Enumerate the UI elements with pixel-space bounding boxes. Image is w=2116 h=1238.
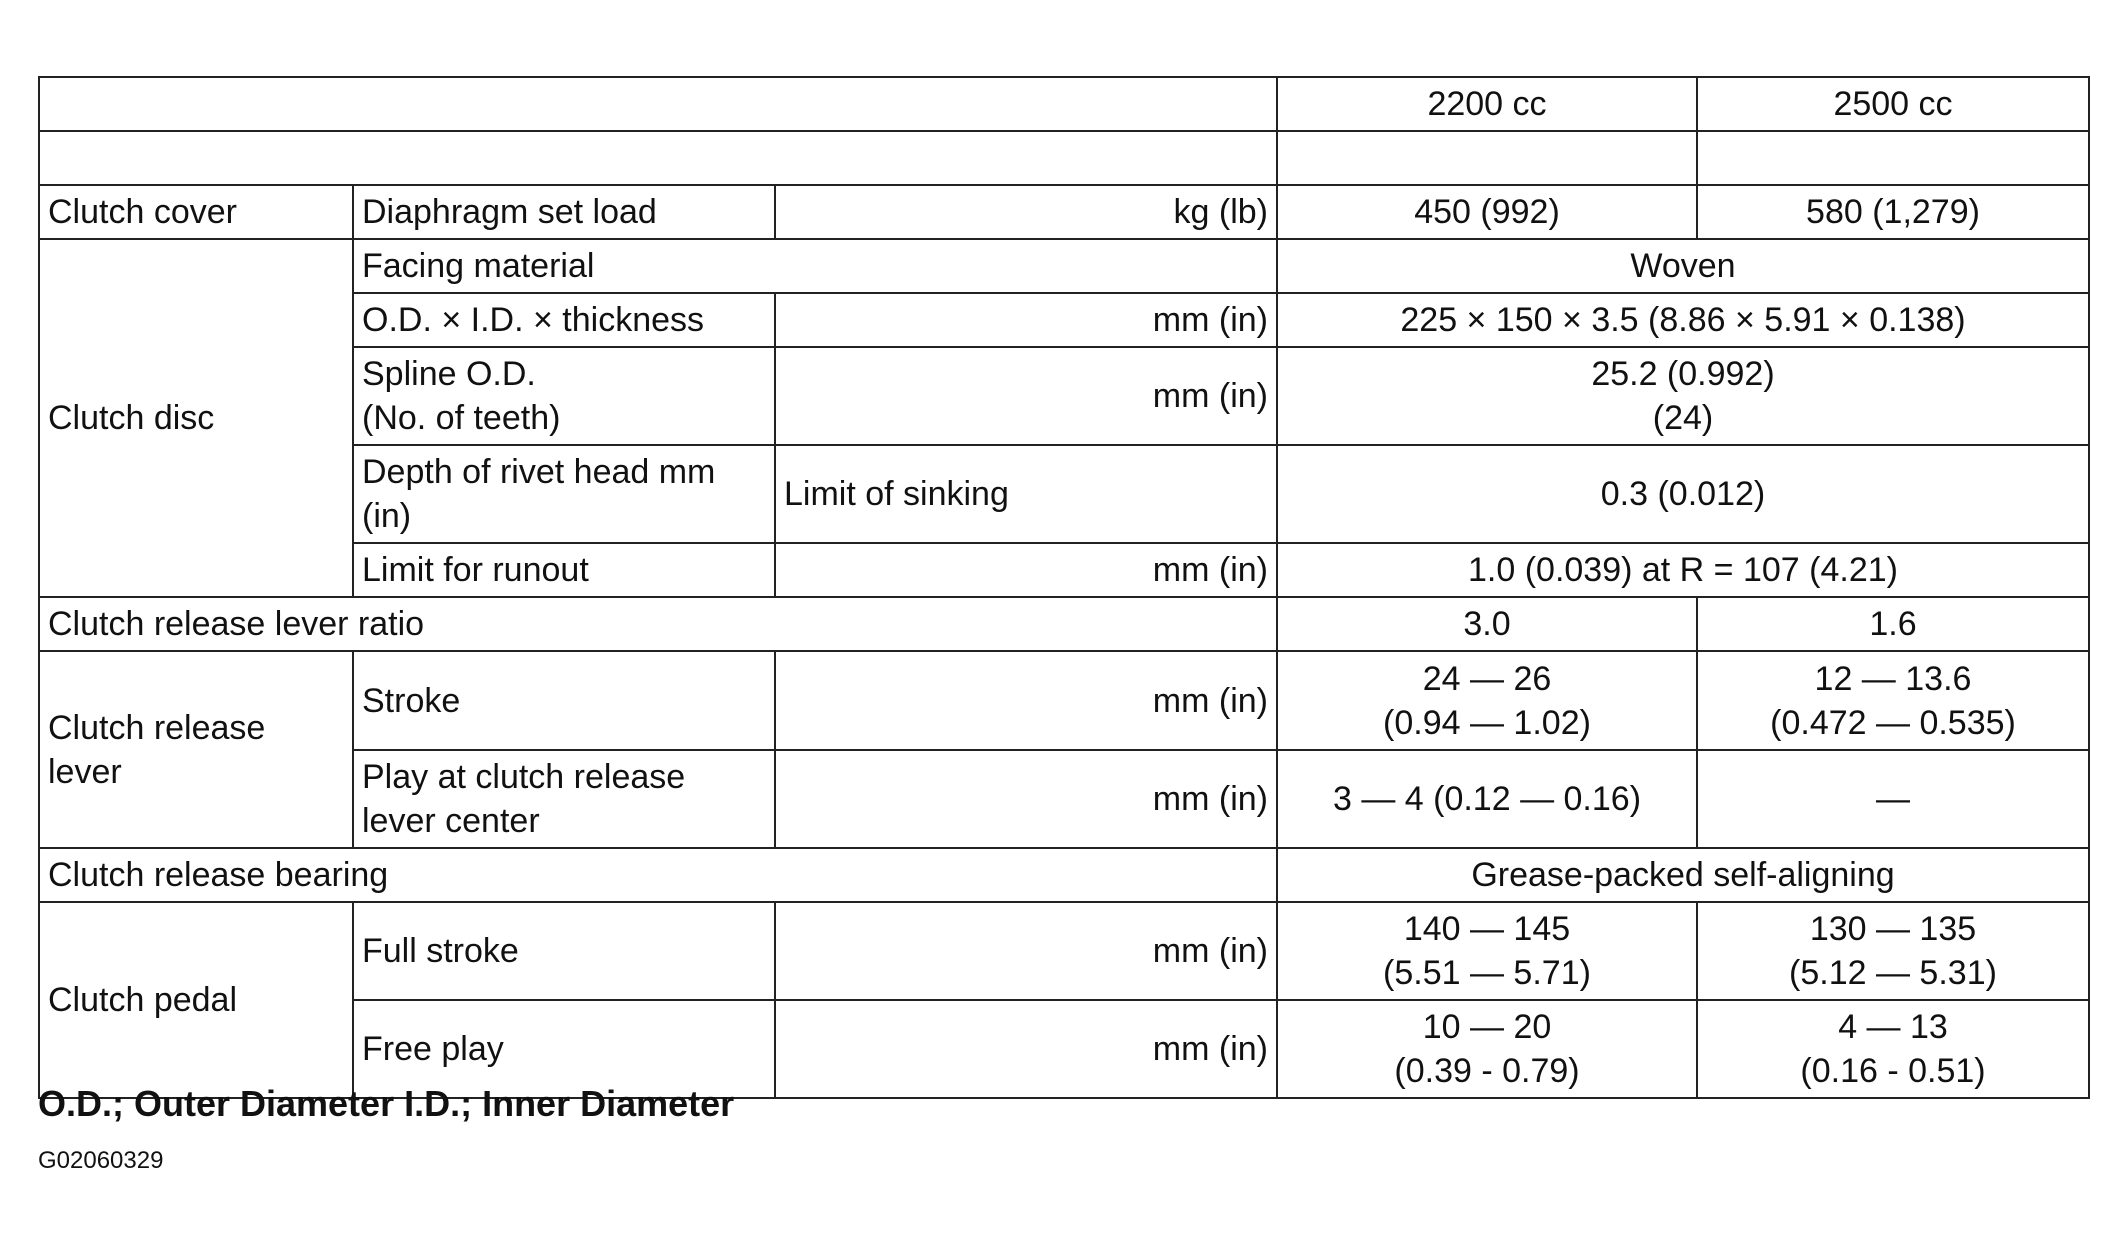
lever-play-unit: mm (in) xyxy=(775,750,1277,848)
spline-od-unit: mm (in) xyxy=(775,347,1277,445)
pedal-full-stroke-row xyxy=(39,902,2089,1000)
spacer-row xyxy=(39,131,2089,185)
release-bearing-row xyxy=(39,848,2089,902)
lever-stroke-unit: mm (in) xyxy=(775,651,1277,750)
lever-stroke-label: Stroke xyxy=(353,651,775,750)
clutch-cover-label: Clutch cover xyxy=(39,185,353,239)
free-play-2500: 4 — 13 (0.16 - 0.51) xyxy=(1697,1000,2089,1098)
release-lever-label: Clutch release lever xyxy=(39,651,353,848)
lever-ratio-2500: 1.6 xyxy=(1697,597,2089,651)
header-blank-cell xyxy=(39,77,1277,131)
header-row xyxy=(39,77,2089,131)
disc-dimensions-label: O.D. × I.D. × thickness xyxy=(353,293,775,347)
spline-od-value: 25.2 (0.992) (24) xyxy=(1277,347,2089,445)
clutch-disc-label: Clutch disc xyxy=(39,239,353,597)
clutch-cover-row xyxy=(39,185,2089,239)
rivet-depth-value: 0.3 (0.012) xyxy=(1277,445,2089,543)
header-2200cc: 2200 cc xyxy=(1277,77,1697,131)
lever-play-2200: 3 — 4 (0.12 — 0.16) xyxy=(1277,750,1697,848)
facing-material-row xyxy=(39,239,2089,293)
lever-ratio-label: Clutch release lever ratio xyxy=(39,597,1277,651)
full-stroke-2500: 130 — 135 (5.12 — 5.31) xyxy=(1697,902,2089,1000)
lever-ratio-2200: 3.0 xyxy=(1277,597,1697,651)
figure-id: G02060329 xyxy=(38,1147,164,1174)
full-stroke-label: Full stroke xyxy=(353,902,775,1000)
rivet-depth-label: Depth of rivet head mm (in) xyxy=(353,445,775,543)
free-play-label: Free play xyxy=(353,1000,775,1098)
lever-ratio-row xyxy=(39,597,2089,651)
limit-of-sinking-label: Limit of sinking xyxy=(775,445,1277,543)
spacer-blank-cell xyxy=(1697,131,2089,185)
spacer-blank-cell xyxy=(1277,131,1697,185)
release-bearing-label: Clutch release bearing xyxy=(39,848,1277,902)
disc-dimensions-unit: mm (in) xyxy=(775,293,1277,347)
spline-od-label: Spline O.D. (No. of teeth) xyxy=(353,347,775,445)
abbreviation-footnote: O.D.; Outer Diameter I.D.; Inner Diameter xyxy=(38,1083,735,1124)
free-play-unit: mm (in) xyxy=(775,1000,1277,1098)
lever-stroke-row xyxy=(39,651,2089,750)
lever-play-2500: — xyxy=(1697,750,2089,848)
runout-value: 1.0 (0.039) at R = 107 (4.21) xyxy=(1277,543,2089,597)
runout-unit: mm (in) xyxy=(775,543,1277,597)
spacer-blank-cell xyxy=(39,131,1277,185)
full-stroke-unit: mm (in) xyxy=(775,902,1277,1000)
diaphragm-unit: kg (lb) xyxy=(775,185,1277,239)
diaphragm-value-2500: 580 (1,279) xyxy=(1697,185,2089,239)
full-stroke-2200: 140 — 145 (5.51 — 5.71) xyxy=(1277,902,1697,1000)
facing-material-value: Woven xyxy=(1277,239,2089,293)
release-bearing-value: Grease-packed self-aligning xyxy=(1277,848,2089,902)
disc-dimensions-value: 225 × 150 × 3.5 (8.86 × 5.91 × 0.138) xyxy=(1277,293,2089,347)
free-play-2200: 10 — 20 (0.39 - 0.79) xyxy=(1277,1000,1697,1098)
diaphragm-set-load-label: Diaphragm set load xyxy=(353,185,775,239)
clutch-pedal-label: Clutch pedal xyxy=(39,902,353,1098)
clutch-spec-table xyxy=(38,76,2090,1099)
facing-material-label: Facing material xyxy=(353,239,1277,293)
lever-play-label: Play at clutch release lever center xyxy=(353,750,775,848)
diaphragm-value-2200: 450 (992) xyxy=(1277,185,1697,239)
header-2500cc: 2500 cc xyxy=(1697,77,2089,131)
lever-stroke-2500: 12 — 13.6 (0.472 — 0.535) xyxy=(1697,651,2089,750)
runout-label: Limit for runout xyxy=(353,543,775,597)
lever-stroke-2200: 24 — 26 (0.94 — 1.02) xyxy=(1277,651,1697,750)
